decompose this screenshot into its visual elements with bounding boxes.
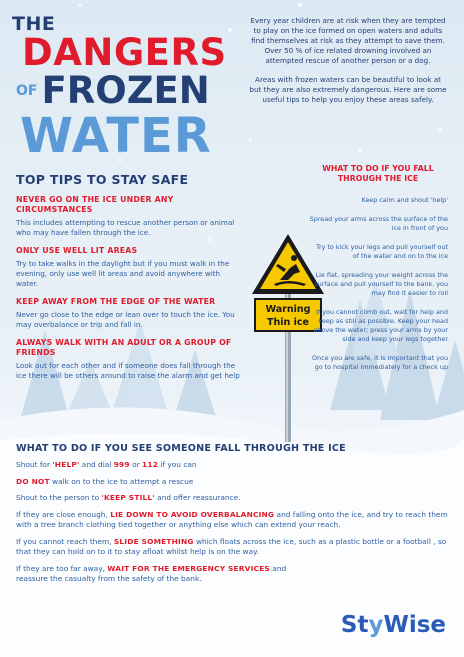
- text: and dial: [79, 460, 114, 469]
- text: and reassure the casualty from the safety of the bank.: [16, 563, 287, 583]
- logo-text-st: St: [340, 612, 369, 638]
- text: If you cannot reach them,: [16, 536, 114, 546]
- sign-text-thin-ice: Thin ice: [267, 317, 309, 328]
- fall-step: If you cannot climb out, wait for help and keep as still as possible. Keep your head above the water; press your arms by your side and keep your legs together: [313, 308, 448, 343]
- text: If they are too far away,: [16, 563, 108, 573]
- title-frozen: FROZEN: [41, 69, 210, 112]
- text-emphasis: 'KEEP STILL': [101, 493, 155, 502]
- someone-step-6: [16, 564, 316, 585]
- tip-text: Try to take walks in the daylight but if you must walk in the evening, only use well lit areas and avoid anywhere with water.: [16, 259, 230, 288]
- text: Shout to the person to: [16, 493, 102, 502]
- fall-step: Spread your arms across the surface of the ice in front of you: [309, 215, 448, 232]
- staywise-logo: [341, 612, 446, 638]
- text-emphasis: 112: [142, 460, 159, 469]
- someone-step-4: [16, 510, 451, 531]
- text: which floats across the ice, such as a plastic bottle or a football , so that they can hold on to it to stay afloat whilst help is on the way.: [16, 536, 447, 556]
- logo-text-wise: Wise: [383, 612, 446, 638]
- text-emphasis: SLIDE SOMETHING: [113, 536, 194, 546]
- fall-step: Once you are safe, it is important that you go to hospital immediately for a check up: [312, 354, 448, 371]
- tips-heading: TOP TIPS TO STAY SAFE: [16, 172, 189, 187]
- top-tips-section: [16, 172, 241, 381]
- fall-through-ice-section: [308, 164, 448, 382]
- text: If they are close enough,: [16, 509, 111, 519]
- text-emphasis: LIE DOWN TO AVOID OVERBALANCING: [110, 509, 275, 519]
- tip-heading: NEVER GO ON THE ICE UNDER ANY CIRCUMSTANCES: [16, 195, 174, 214]
- someone-heading: WHAT TO DO IF YOU SEE SOMEONE FALL THROUGH THE ICE: [16, 443, 346, 454]
- fall-step: Try to kick your legs and pull yourself out of the water and on to the ice: [316, 243, 448, 260]
- fall-heading: WHAT TO DO IF YOU FALL THROUGH THE ICE: [322, 164, 434, 183]
- text-emphasis: DO NOT: [16, 476, 50, 486]
- tip-heading: KEEP AWAY FROM THE EDGE OF THE WATER: [16, 297, 216, 306]
- text: and falling onto the ice, and try to reach them with a tree branch clothing tied together or anything else which can extend your reach.: [16, 509, 448, 529]
- text: walk on to the ice to attempt a rescue: [49, 476, 194, 486]
- tip-heading: ALWAYS WALK WITH AN ADULT OR A GROUP OF FRIENDS: [16, 338, 232, 357]
- text: Shout for: [16, 460, 53, 469]
- someone-step-5: [16, 537, 451, 558]
- intro-paragraph-2: Areas with frozen waters can be beautiful to look at but they are also extremely dangerous. Here are some useful tips to help you enjoy these areas safely.: [249, 75, 447, 104]
- intro-paragraph-1: Every year children are at risk when they are tempted to play on the ice formed on open waters and adults find themselves at risk as they attempt to save them. Over 50 % of ice related drowning involved an attempted rescue of another person or a dog.: [250, 16, 446, 65]
- sign-text-warning: Warning: [265, 304, 311, 315]
- title-the: THE: [12, 13, 56, 35]
- title-of: OF: [16, 83, 38, 99]
- title-row-of-frozen: [16, 69, 212, 112]
- tip-heading: ONLY USE WELL LIT AREAS: [16, 246, 138, 255]
- someone-step-1: [16, 460, 451, 471]
- someone-step-3: [16, 493, 451, 504]
- text-emphasis: 999: [113, 460, 130, 469]
- someone-step-2: [16, 477, 451, 488]
- fall-step: Keep calm and shout 'help': [361, 196, 448, 204]
- text: if you can: [158, 460, 197, 469]
- title-water: WATER: [20, 108, 212, 164]
- text: and offer reassurance.: [154, 493, 241, 502]
- text: or: [129, 460, 143, 469]
- see-someone-fall-section: [16, 443, 451, 591]
- tip-text: This includes attempting to rescue another person or animal who may have fallen through the ice.: [16, 218, 235, 237]
- poster-title: [12, 13, 227, 164]
- tip-text: Never go close to the edge or lean over to touch the ice. You may overbalance or trip and fall in.: [16, 310, 235, 329]
- text-emphasis: 'HELP': [52, 460, 80, 469]
- tip-text: Look out for each other and if someone does fall through the ice there will be others around to raise the alarm and get help: [16, 361, 240, 380]
- intro-text: [248, 16, 448, 114]
- text-emphasis: WAIT FOR THE EMERGENCY SERVICES: [107, 563, 270, 573]
- title-dangers: DANGERS: [22, 31, 227, 74]
- fall-step: Lie flat, spreading your weight across the surface and pull yourself to the bank. you may find it easier to roll: [314, 271, 448, 297]
- logo-text-y: y: [368, 612, 384, 638]
